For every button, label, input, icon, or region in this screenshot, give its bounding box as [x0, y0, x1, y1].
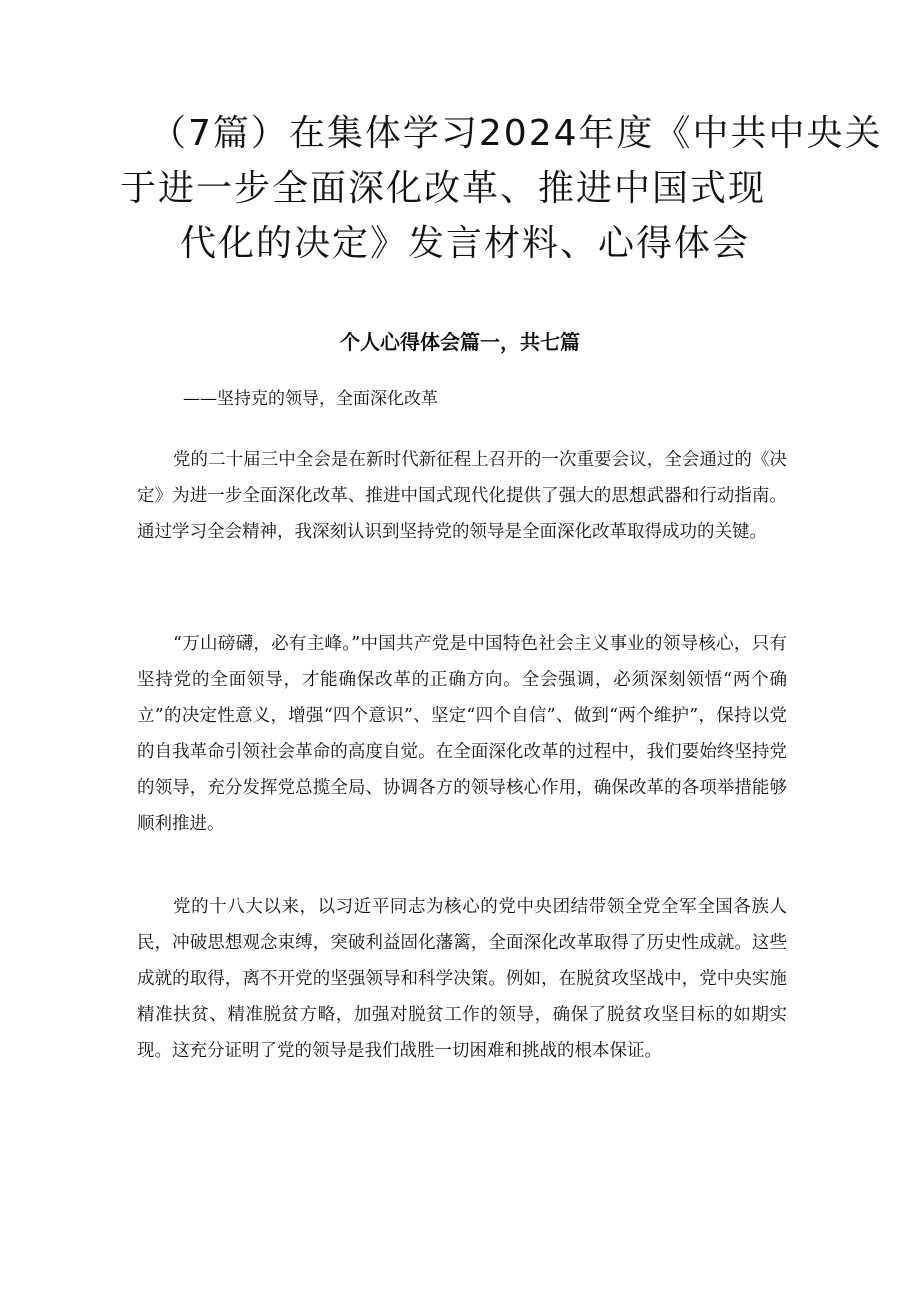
- paragraph-2: “万山磅礴，必有主峰。”中国共产党是中国特色社会主义事业的领导核心，只有坚持党的全面领导，才能确保改革的正确方向。全会强调，必须深刻领悟“两个确立”的决定性意义，增强“四个意识”、坚定“四个自信”、做到“两个维护”，保持以党的自我革命引领社会革命的高度自觉。在全面深化改革的过程中，我们要始终坚持党的领导，充分发挥党总揽全局、协调各方的领导核心作用，确保改革的各项举措能够顺利推进。: [137, 634, 787, 834]
- title-line-2: 于进一步全面深化改革、推进中国式现: [120, 168, 767, 209]
- title-line-1: （7篇）在集体学习2024年度《中共中央关: [150, 113, 883, 154]
- section-heading: 个人心得体会篇一，共七篇: [340, 330, 580, 354]
- section-subtitle: ——坚持克的领导，全面深化改革: [183, 389, 438, 409]
- document-title: [120, 106, 883, 271]
- paragraph-3: 党的十八大以来，以习近平同志为核心的党中央团结带领全党全军全国各族人民，冲破思想观念束缚，突破利益固化藩篱，全面深化改革取得了历史性成就。这些成就的取得，离不开党的坚强领导和科学决策。例如，在脱贫攻坚战中，党中央实施精准扶贫、精准脱贫方略，加强对脱贫工作的领导，确保了脱贫攻坚目标的如期实现。这充分证明了党的领导是我们战胜一切困难和挑战的根本保证。: [137, 897, 787, 1061]
- paragraph-1: 党的二十届三中全会是在新时代新征程上召开的一次重要会议，全会通过的《决定》为进一步全面深化改革、推进中国式现代化提供了强大的思想武器和行动指南。通过学习全会精神，我深刻认识到坚持党的领导是全面深化改革取得成功的关键。: [137, 450, 787, 542]
- title-line-3: 代化的决定》发言材料、心得体会: [180, 223, 751, 264]
